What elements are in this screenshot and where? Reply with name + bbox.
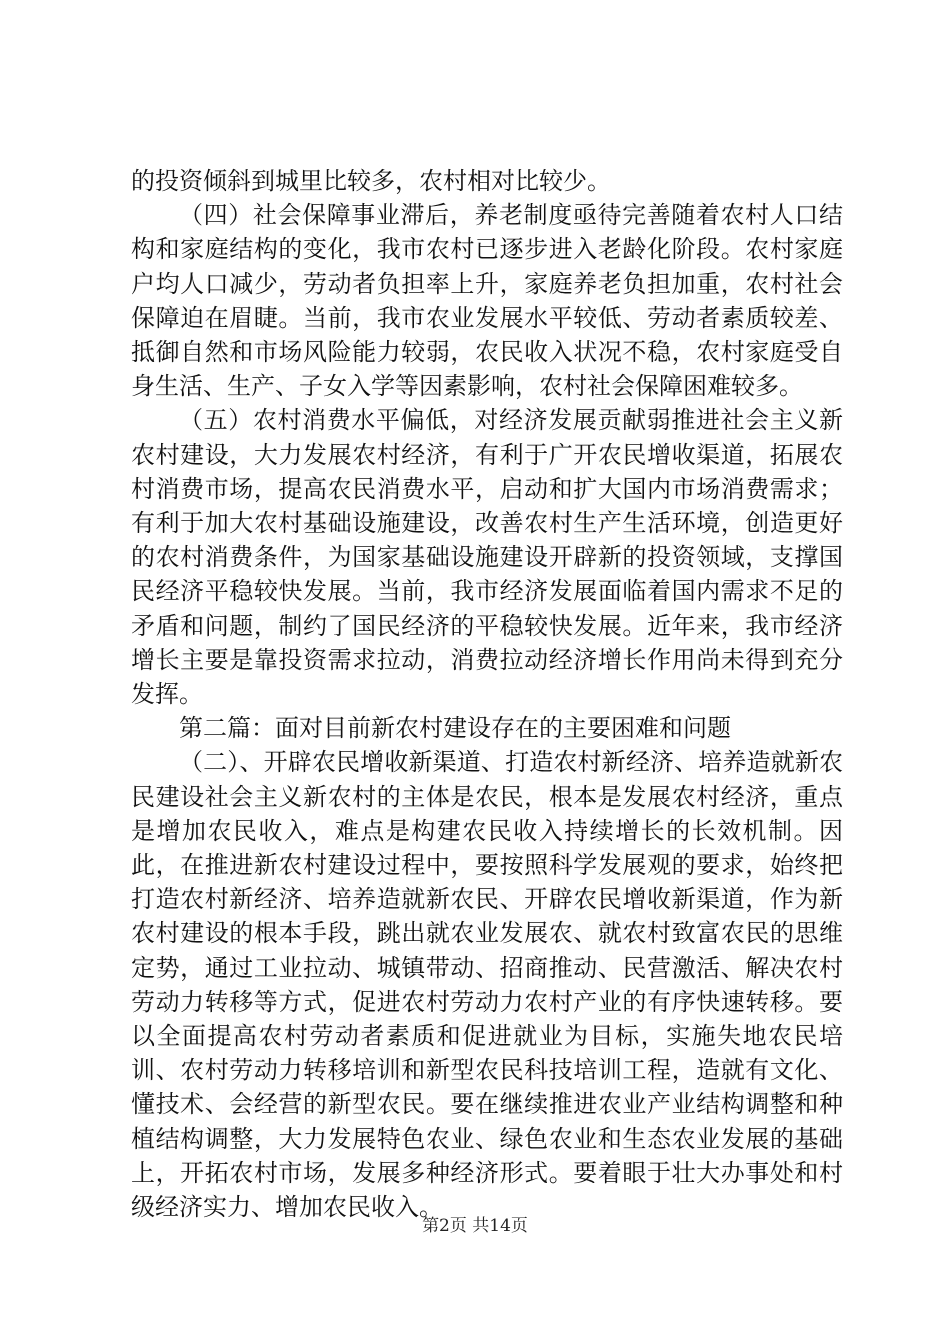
section-heading: 第二篇：面对目前新农村建设存在的主要困难和问题 xyxy=(179,714,731,743)
document-body xyxy=(131,164,843,1224)
page-number-footer: 第2页 共14页 xyxy=(422,1216,528,1236)
paragraph-social-security: （四）社会保障事业滞后，养老制度亟待完善随着农村人口结构和家庭结构的变化，我市农村已逐步进入老龄化阶段。农村家庭户均人口减少，劳动者负担率上升，家庭养老负担加重，农村社会保障迫在眉睫。当前，我市农业发展水平较低、劳动者素质较差、抵御自然和市场风险能力较弱，农民收入状况不稳，农村家庭受自身生活、生产、子女入学等因素影响，农村社会保障困难较多。 xyxy=(131,201,843,401)
paragraph-rural-consumption: （五）农村消费水平偏低，对经济发展贡献弱推进社会主义新农村建设，大力发展农村经济，有利于广开农民增收渠道，拓展农村消费市场，提高农民消费水平，启动和扩大国内市场消费需求；有利于加大农村基础设施建设，改善农村生产生活环境，创造更好的农村消费条件，为国家基础设施建设开辟新的投资领域，支撑国民经济平稳较快发展。当前，我市经济发展面临着国内需求不足的矛盾和问题，制约了国民经济的平稳较快发展。近年来，我市经济增长主要是靠投资需求拉动，消费拉动经济增长作用尚未得到充分发挥。 xyxy=(131,406,843,709)
paragraph-farmer-income: （二）、开辟农民增收新渠道、打造农村新经济、培养造就新农民建设社会主义新农村的主体是农民，根本是发展农村经济，重点是增加农民收入，难点是构建农民收入持续增长的长效机制。因此，在推进新农村建设过程中，要按照科学发展观的要求，始终把打造农村新经济、培养造就新农民、开辟农民增收新渠道，作为新农村建设的根本手段，跳出就农业发展农、就农村致富农民的思维定势，通过工业拉动、城镇带动、招商推动、民营激活、解决农村劳动力转移等方式，促进农村劳动力农村产业的有序快速转移。要以全面提高农村劳动者素质和促进就业为目标，实施失地农民培训、农村劳动力转移培训和新型农民科技培训工程，造就有文化、懂技术、会经营的新型农民。要在继续推进农业产业结构调整和种植结构调整，大力发展特色农业、绿色农业和生态农业发展的基础上，开拓农村市场，发展多种经济形式。要着眼于壮大办事处和村级经济实力、增加农民收入。 xyxy=(131,748,843,1222)
paragraph-continuation: 的投资倾斜到城里比较多，农村相对比较少。 xyxy=(131,167,611,195)
